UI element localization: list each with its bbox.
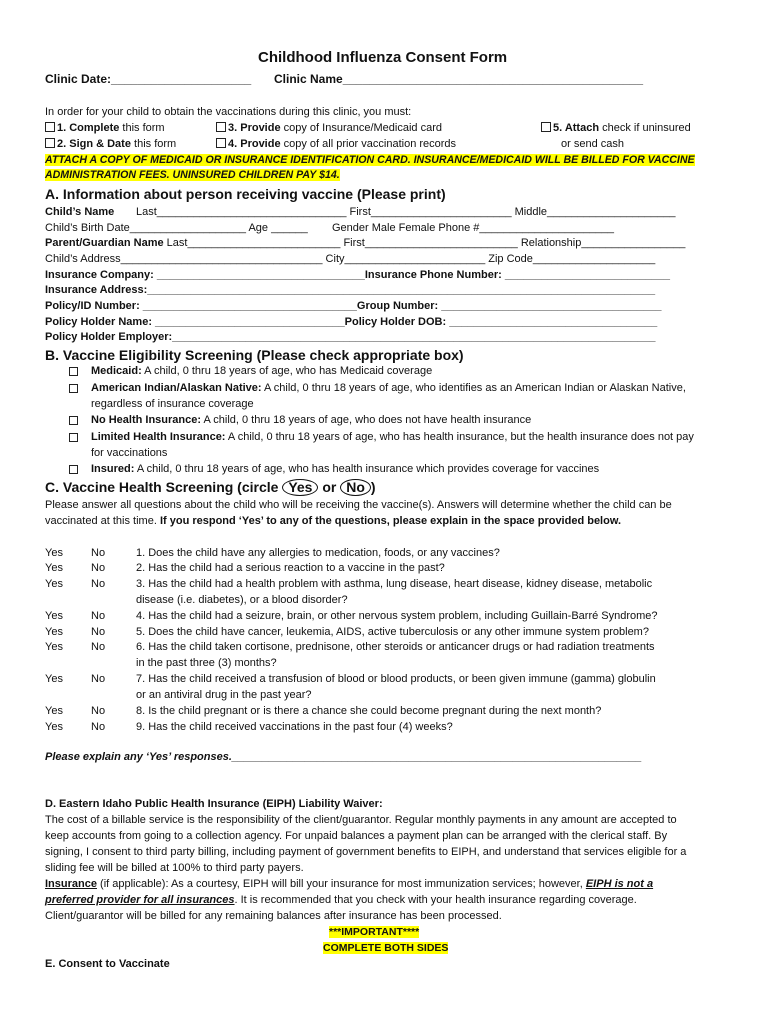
clinic-name-label: Clinic Name_____________________________________________ — [274, 72, 644, 86]
eligibility-limited-insurance: Limited Health Insurance: A child, 0 thru 18 years of age, who has health insurance, but the health insurance does not pay — [91, 431, 694, 443]
intro-text: In order for your child to obtain the vaccinations during this clinic, you must: — [45, 106, 412, 118]
eligibility-no-insurance: No Health Insurance: A child, 0 thru 18 years of age, who does not have health insurance — [91, 414, 532, 426]
gender-phone-field[interactable]: Gender Male Female Phone #______________________ — [332, 222, 614, 234]
step-4: 4. Provide copy of all prior vaccination records — [216, 137, 456, 152]
no-insurance-checkbox[interactable] — [69, 416, 78, 425]
policy-employer-field[interactable]: Policy Holder Employer:_______________________________________________________________________________ — [45, 331, 656, 343]
parent-fields[interactable]: Last_________________________ First_________________________ Relationship_________________ — [163, 237, 686, 249]
section-c-instructions: Please answer all questions about the child who will be receiving the vaccine(s). Answers will determine whether the child can be — [45, 499, 672, 511]
question-8-text: 8. Is the child pregnant or is there a chance she could become pregnant during the next month? — [136, 705, 602, 717]
step-4-checkbox[interactable] — [216, 138, 226, 148]
question-6-no[interactable]: No — [91, 641, 106, 653]
policy-holder-field[interactable]: Policy Holder Name: _______________________________Policy Holder DOB: __________________________________ — [45, 316, 658, 328]
eligibility-american-indian-cont: regardless of insurance coverage — [91, 398, 254, 410]
limited-insurance-checkbox[interactable] — [69, 433, 78, 442]
insured-checkbox[interactable] — [69, 465, 78, 474]
warning-banner-line2: ADMINISTRATION FEES. UNINSURED CHILDREN PAY $14. — [45, 169, 340, 181]
parent-row: Parent/Guardian Name Last_________________________ First_________________________ Relationship_________________ — [45, 237, 686, 249]
waiver-line-4: sliding fee will be billed at 100% to third party payers. — [45, 862, 304, 874]
question-3-no[interactable]: No — [91, 578, 106, 590]
step-3: 3. Provide copy of Insurance/Medicaid card — [216, 121, 442, 136]
question-6-yes[interactable]: Yes — [45, 641, 63, 653]
eligibility-insured: Insured: A child, 0 thru 18 years of age, who has health insurance which provides coverage for vaccines — [91, 463, 600, 475]
question-5-text: 5. Does the child have cancer, leukemia, AIDS, active tuberculosis or any other immune system problem? — [136, 626, 649, 638]
step-1: 1. Complete this form — [45, 121, 165, 136]
question-1-text: 1. Does the child have any allergies to medication, foods, or any vaccines? — [136, 547, 500, 559]
question-2-yes[interactable]: Yes — [45, 562, 63, 574]
section-d-heading: D. Eastern Idaho Public Health Insurance (EIPH) Liability Waiver: — [45, 798, 383, 810]
question-5-yes[interactable]: Yes — [45, 626, 63, 638]
childs-name-fields[interactable]: Last_______________________________ First_______________________ Middle_____________________ — [136, 206, 676, 218]
eligibility-american-indian: American Indian/Alaskan Native: A child, 0 thru 18 years of age, who identifies as an American Indian or Alaskan Native, — [91, 382, 686, 394]
insurance-company-field[interactable]: Insurance Company: __________________________________Insurance Phone Number: ___________________________ — [45, 269, 671, 281]
question-7-no[interactable]: No — [91, 673, 106, 685]
section-c-instructions-2: vaccinated at this time. If you respond ‘Yes’ to any of the questions, please explain in the space provided below. — [45, 515, 622, 527]
policy-id-field[interactable]: Policy/ID Number: ___________________________________Group Number: ____________________________________ — [45, 300, 662, 312]
heading-yes-circled: Yes — [282, 479, 318, 496]
section-e-heading: E. Consent to Vaccinate — [45, 958, 170, 970]
waiver-line-1: The cost of a billable service is the responsibility of the client/guarantor. Regular monthly payments in any amount are accepted to — [45, 814, 677, 826]
step-5-line2: or send cash — [561, 138, 624, 150]
question-6-text: 6. Has the child taken cortisone, prednisone, other steroids or anticancer drugs or had radiation treatments — [136, 641, 655, 653]
question-3-text: 3. Has the child had a health problem with asthma, lung disease, heart disease, kidney disease, metabolic — [136, 578, 653, 590]
insurance-note-line-3: Client/guarantor will be billed for any remaining balances after insurance has been processed. — [45, 910, 502, 922]
american-indian-checkbox[interactable] — [69, 384, 78, 393]
section-b-heading: B. Vaccine Eligibility Screening (Please check appropriate box) — [45, 347, 464, 363]
warning-banner: ATTACH A COPY OF MEDICAID OR INSURANCE IDENTIFICATION CARD. INSURANCE/MEDICAID WILL BE BILLED FOR VACCINE — [45, 154, 695, 166]
step-3-checkbox[interactable] — [216, 122, 226, 132]
question-3-text-cont: disease (i.e. diabetes), or a blood disorder? — [136, 594, 348, 606]
question-9-yes[interactable]: Yes — [45, 721, 63, 733]
page-title: Childhood Influenza Consent Form — [258, 49, 508, 66]
birth-date-field[interactable]: Child’s Birth Date___________________ Age ______ — [45, 222, 308, 234]
medicaid-checkbox[interactable] — [69, 367, 78, 376]
heading-no-circled: No — [340, 479, 371, 496]
clinic-date-field[interactable]: _____________________ — [111, 72, 252, 86]
question-7-text: 7. Has the child received a transfusion of blood or blood products, or been given immune (gamma) globulin — [136, 673, 656, 685]
question-1-yes[interactable]: Yes — [45, 547, 63, 559]
waiver-line-3: signing, I consent to third party billing, including payment of government benefits to EIPH, and understand that services eligible for a — [45, 846, 687, 858]
question-4-no[interactable]: No — [91, 610, 106, 622]
question-7-text-cont: or an antiviral drug in the past year? — [136, 689, 312, 701]
question-4-yes[interactable]: Yes — [45, 610, 63, 622]
question-8-yes[interactable]: Yes — [45, 705, 63, 717]
question-9-no[interactable]: No — [91, 721, 106, 733]
eligibility-medicaid: Medicaid: A child, 0 thru 18 years of age, who has Medicaid coverage — [91, 365, 433, 377]
step-5: 5. Attach check if uninsured — [541, 121, 691, 136]
complete-both-sides-notice: COMPLETE BOTH SIDES — [323, 942, 449, 954]
important-notice: ***IMPORTANT**** — [329, 926, 420, 938]
question-6-text-cont: in the past three (3) months? — [136, 657, 277, 669]
waiver-line-2: keep accounts from going to a collection agency. For unpaid balances a payment plan can be arranged with the clerical staff. By — [45, 830, 668, 842]
question-9-text: 9. Has the child received vaccinations in the past four (4) weeks? — [136, 721, 453, 733]
step-1-checkbox[interactable] — [45, 122, 55, 132]
childs-name-row: Child’s Name — [45, 206, 115, 218]
question-7-yes[interactable]: Yes — [45, 673, 63, 685]
eligibility-limited-insurance-cont: for vaccinations — [91, 447, 168, 459]
question-2-no[interactable]: No — [91, 562, 106, 574]
section-a-heading: A. Information about person receiving vaccine (Please print) — [45, 186, 446, 202]
question-1-no[interactable]: No — [91, 547, 106, 559]
clinic-name-field[interactable]: _____________________________________________ — [342, 72, 644, 86]
step-2-checkbox[interactable] — [45, 138, 55, 148]
question-8-no[interactable]: No — [91, 705, 106, 717]
insurance-address-field[interactable]: Insurance Address:___________________________________________________________________________________ — [45, 284, 656, 296]
insurance-note-line-2: preferred provider for all insurances. It is recommended that you check with your health insurance regarding coverage. — [45, 894, 637, 906]
section-c-heading: C. Vaccine Health Screening (circle Yes or No ) — [45, 479, 376, 495]
step-2: 2. Sign & Date this form — [45, 137, 176, 152]
step-5-checkbox[interactable] — [541, 122, 551, 132]
clinic-date-label: Clinic Date:_____________________ — [45, 72, 252, 86]
insurance-note-line-1: Insurance (if applicable): As a courtesy, EIPH will bill your insurance for most immunization services; however, EIPH is not a — [45, 878, 654, 890]
question-4-text: 4. Has the child had a seizure, brain, or other nervous system problem, including Guillain-Barré Syndrome? — [136, 610, 658, 622]
address-field[interactable]: Child’s Address_________________________________ City_______________________ Zip Code____________________ — [45, 253, 656, 265]
explain-yes-field[interactable]: Please explain any ‘Yes’ responses.___________________________________________________________________ — [45, 751, 642, 763]
question-2-text: 2. Has the child had a serious reaction to a vaccine in the past? — [136, 562, 445, 574]
question-3-yes[interactable]: Yes — [45, 578, 63, 590]
question-5-no[interactable]: No — [91, 626, 106, 638]
